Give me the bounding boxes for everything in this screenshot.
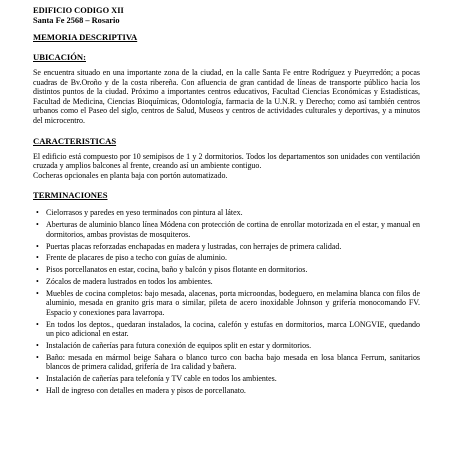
caracteristicas-heading: CARACTERISTICAS xyxy=(33,135,117,146)
terminaciones-heading: TERMINACIONES xyxy=(33,190,108,201)
cocheras-paragraph: Cocheras opcionales en planta baja con portón automatizado. xyxy=(33,170,228,180)
list-item: • Cielorrasos y paredes en yeso terminados con pintura al látex. xyxy=(33,208,420,218)
caracteristicas-paragraph: El edificio está compuesto por 10 semipisos de 1 y 2 dormitorios. Todos los departamentos son unidades con ventilación cruzada y amplios balcones al frente, creando así un ambiente contiguo. xyxy=(33,151,420,171)
list-item: • En todos los deptos., quedaran instalados, la cocina, calefón y estufas en dormitorios, marca LONGVIE, quedando un pico adicional en estar. xyxy=(33,320,420,339)
ubicacion-heading: UBICACIÓN: xyxy=(33,52,86,62)
ubicacion-paragraph: Se encuentra situado en una importante zona de la ciudad, en la calle Santa Fe entre Rodríguez y Pueyrredón; a pocas cuadras de Bv.Oroño y de la costa ribereña. Con afluencia de gran cantidad de líneas de transporte público hacia los distintos puntos de la ciudad. Próximo a importantes centros educativos, Facultad Ciencias Económicas y Estadísticas, Facultad de Medicina, Ciencias Bioquímicas, Odontología, farmacia de la U.N.R. y Derecho; como así también centros urbanos como el Paseo del siglo, centros de Salud, Museos y centros de actividades culturales y deportivas, y a minutos del microcentro. xyxy=(33,68,420,125)
list-item: • Instalación de cañerías para futura conexión de equipos split en estar y dormitorios. xyxy=(33,341,420,351)
list-item: • Zócalos de madera lustrados en todos los ambientes. xyxy=(33,277,420,287)
list-item: • Frente de placares de piso a techo con guías de aluminio. xyxy=(33,253,420,263)
list-item: • Instalación de cañerías para telefonía y TV cable en todos los ambientes. xyxy=(33,374,420,384)
building-address: Santa Fe 2568 – Rosario xyxy=(33,16,120,25)
memoria-heading: MEMORIA DESCRIPTIVA xyxy=(33,32,138,42)
list-item: • Aberturas de aluminio blanco línea Módena con protección de cortina de enrollar motorizada en el estar, y manual en dormitorios, ambas provistas de mosquiteros. xyxy=(33,220,420,239)
list-item: • Pisos porcellanatos en estar, cocina, baño y balcón y pisos flotante en dormitorios. xyxy=(33,265,420,275)
building-title: EDIFICIO CODIGO XII xyxy=(33,6,124,15)
list-item: • Puertas placas reforzadas enchapadas en madera y lustradas, con herrajes de primera calidad. xyxy=(33,242,420,252)
terminaciones-list xyxy=(33,208,420,395)
list-item: • Muebles de cocina completos: bajo mesada, alacenas, porta microondas, bodeguero, en melamina blanca con filos de aluminio, mesada en granito gris mara o similar, pileta de acero inoxidable Johnson y grifería monocomando FV. Espacio y conexiones para lavarropa. xyxy=(33,289,420,318)
list-item: • Baño: mesada en mármol beige Sahara o blanco turco con bacha bajo mesada en losa blanca Ferrum, sanitarios blancos de primera calidad, grifería de 1ra calidad y bañera. xyxy=(33,353,420,372)
list-item: • Hall de ingreso con detalles en madera y pisos de porcellanato. xyxy=(33,386,420,396)
